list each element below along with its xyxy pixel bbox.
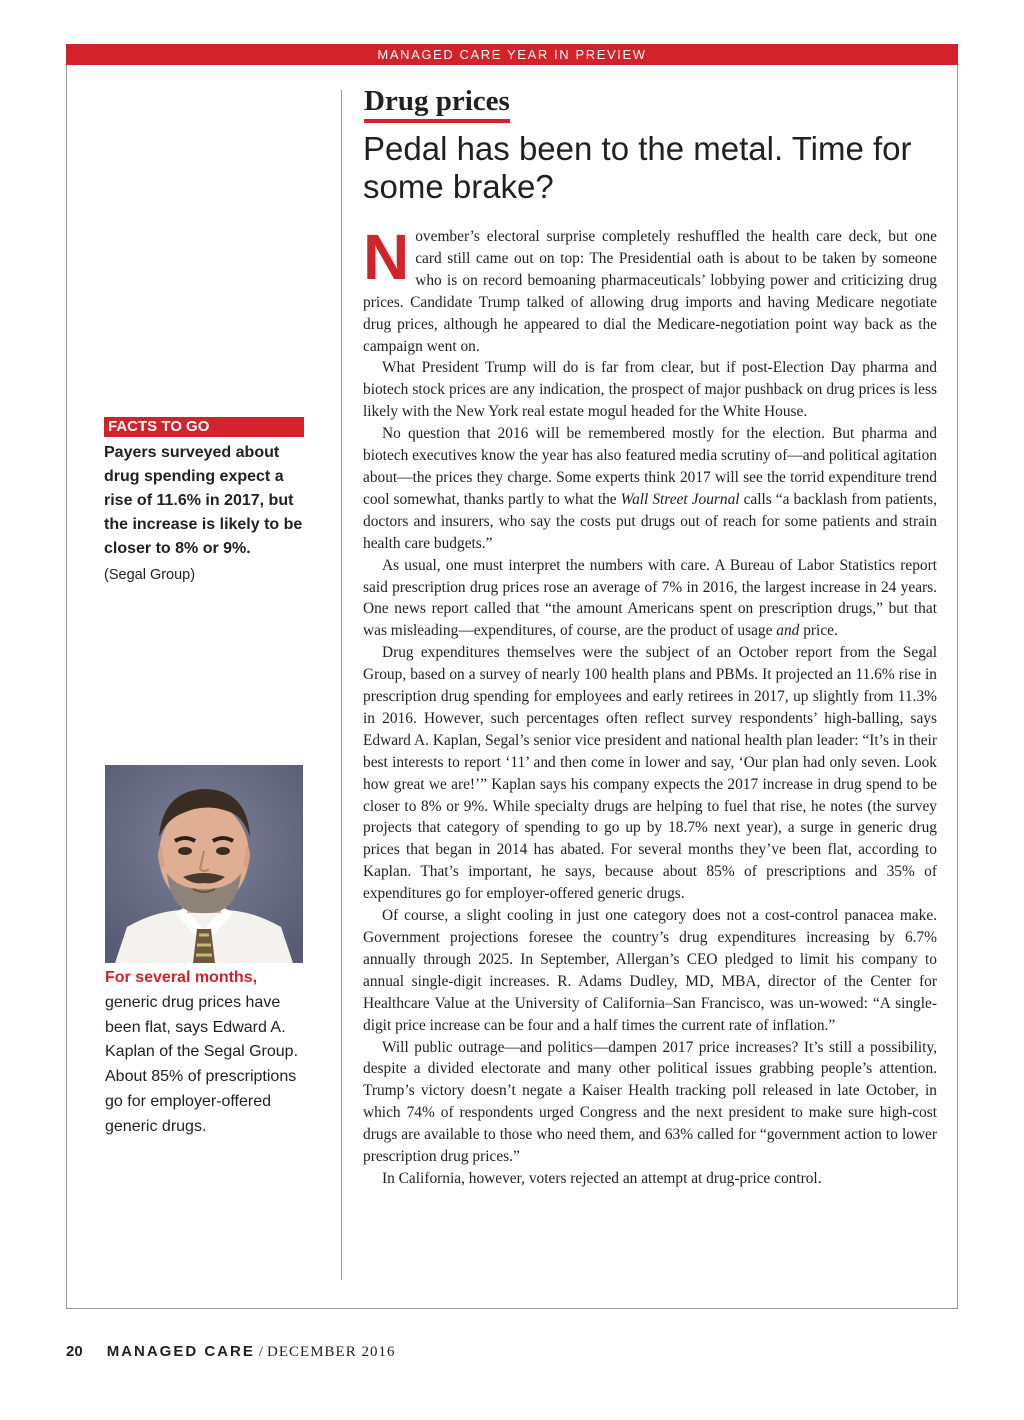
portrait-photo: [105, 765, 303, 963]
facts-source: (Segal Group): [104, 567, 196, 583]
issue-date: DECEMBER 2016: [267, 1344, 396, 1360]
paragraph-2: What President Trump will do is far from clear, but if post-Election Day pharma and biotech stock prices are any indication, the prospect of major pushback on drug prices is less likely with the New York real estate mogul headed for the White House.: [363, 359, 937, 421]
paragraph-5: Drug expenditures themselves were the subject of an October report from the Segal Group, based on a survey of nearly 100 health plans and PBMs. It projected an 11.6% rise in prescription drug spending for employees and early retirees in 2017, up slightly from 11.3% in 2016. However, such percentages often reflect survey respondents’ high-balling, says Edward A. Kaplan, Segal’s senior vice president and national health plan leader: “It’s in their best interests to report ‘11’ and then come in lower and say, ‘Our plan had only seven. Look how great we are!’” Kaplan says his company expects the 2017 increase in drug spend to be closer to 8% or 9%. While specialty drugs are helping to fuel that rise, he notes (the survey projects that category of spending to go up by 18.7% next year), a surge in generic drug prices that began in 2014 has abated. For several months they’ve been flat, according to Kaplan. That’s important, he says, because about 85% of prescriptions and 35% of expenditures go for employer-offered generic drugs.: [363, 644, 937, 903]
paragraph-1-text: ovember’s electoral surprise completely reshuffled the health care deck, but one card still came out on top: The Presidential oath is about to be taken by someone who is on record bemoaning pharmaceuticals’ lobbying power and criticizing drug prices. Candidate Trump talked of allowing drug imports and having Medicare negotiate drug prices, although he appeared to dial the Medicare-negotiation point way back as the campaign went on.: [363, 228, 937, 355]
paragraph-3-text-b: calls “a backlash from patients, doctors and insurers, who say the costs put drugs out of reach for some patients and strain health care budgets.”: [363, 490, 937, 552]
page-number: 20: [66, 1343, 83, 1360]
emphasis-and: and: [776, 622, 800, 640]
headline: Pedal has been to the metal. Time for some brake?: [363, 130, 912, 205]
paragraph-3-text-a: No question that 2016 will be remembered mostly for the election. But pharma and biotech executives know the year has also featured media scrutiny of—and political agitation about—the prices they charge. Some experts think 2017 will see the torrid expenditure trend cool somewhat, thanks partly to what the: [363, 425, 937, 508]
paragraph-4-text-a: As usual, one must interpret the numbers with care. A Bureau of Labor Statistics report said prescription drug prices rose an average of 7% in 2016, the largest increase in 24 years. One news report called that “the amount Americans spent on prescription drugs,” but that was misleading—expenditures, of course, are the product of usage: [363, 556, 937, 640]
portrait-illustration: [105, 765, 303, 963]
footer-separator: /: [258, 1344, 264, 1360]
column-divider: [341, 90, 342, 1280]
photo-caption: [105, 966, 305, 1140]
facts-label: FACTS TO GO: [104, 417, 304, 437]
paragraph-7: Will public outrage—and politics—dampen 2017 price increases? It’s still a possibility, despite a divided electorate and many other political issues grabbing people’s attention. Trump’s victory doesn’t negate a Kaiser Health tracking poll released in late October, in which 74% of respondents urged Congress and the next president to make sure high-cost drugs are available to those who need them, and 63% called for “government action to lower prescription drug prices.”: [363, 1038, 937, 1166]
facts-text: Payers surveyed about drug spending expect a rise of 11.6% in 2017, but the increase is likely to be closer to 8% or 9%.: [104, 444, 303, 557]
paragraph-4-text-b: price.: [799, 622, 838, 640]
caption-lead: For several months,: [105, 969, 258, 986]
caption-text: generic drug prices have been flat, says Edward A. Kaplan of the Segal Group. About 85% of prescriptions go for employer-offered generic drugs.: [105, 993, 299, 1135]
paragraph-4: [363, 555, 937, 643]
paragraph-8: In California, however, voters rejected an attempt at drug-price control.: [382, 1169, 822, 1187]
publication-name: Wall Street Journal: [620, 490, 740, 508]
article-body: [363, 221, 937, 1190]
paragraph-1: [363, 221, 937, 357]
section-banner: MANAGED CARE YEAR IN PREVIEW: [66, 44, 958, 65]
paragraph-3: [363, 423, 937, 554]
magazine-name: MANAGED CARE: [106, 1343, 255, 1360]
page-footer: [66, 1342, 395, 1362]
drop-cap: N: [363, 221, 410, 293]
section-title: Drug prices: [364, 84, 510, 123]
paragraph-6: Of course, a slight cooling in just one category does not a cost-control panacea make. Government projections foresee the country’s drug expenditures increasing by 6.7% annually through 2025. In September, Allergan’s CEO pledged to limit his company to annual single-digit increases. R. Adams Dudley, MD, MBA, director of the Center for Healthcare Value at the University of California–San Francisco, was un-wowed: “A single-digit price increase can be four and a half times the current rate of inflation.”: [363, 907, 937, 1034]
facts-to-go-box: [104, 417, 304, 585]
